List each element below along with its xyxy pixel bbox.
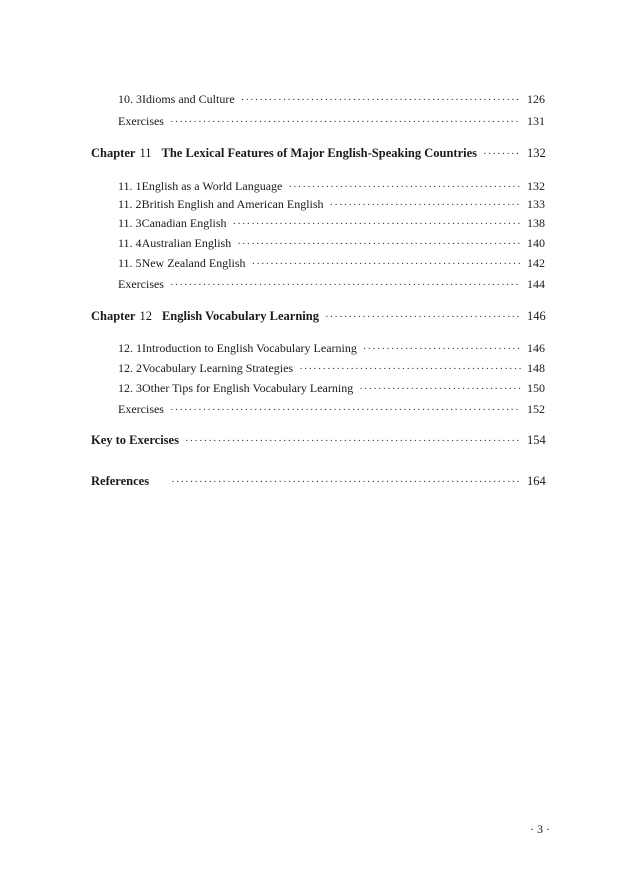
section-title: Australian English <box>141 236 232 250</box>
toc-entry-11-3[interactable] <box>118 216 545 231</box>
toc-entry-key-to-exercises[interactable] <box>91 433 545 448</box>
section-title: Exercises <box>118 277 164 291</box>
page-number: 126 <box>527 92 545 106</box>
dot-leader <box>170 279 521 291</box>
page-number: 144 <box>527 277 545 291</box>
section-number: 11. 1 <box>118 179 142 193</box>
toc-entry-10-3[interactable] <box>118 92 545 107</box>
page-number: 138 <box>527 216 545 230</box>
page-number: 148 <box>527 361 545 375</box>
section-title: References <box>91 474 150 488</box>
dot-leader <box>170 116 521 128</box>
page-number: 132 <box>527 179 545 193</box>
page-number: 164 <box>527 474 546 488</box>
dot-leader <box>171 476 521 488</box>
page-number: 140 <box>527 236 545 250</box>
chapter-number: 12 <box>139 309 152 323</box>
page-number: 146 <box>527 341 545 355</box>
page-number: 131 <box>527 114 545 128</box>
page-number: 132 <box>527 146 546 160</box>
chapter-label: Chapter <box>91 309 136 323</box>
chapter-label: Chapter <box>91 146 136 160</box>
section-title: English as a World Language <box>141 179 283 193</box>
toc-chapter-12[interactable] <box>91 309 545 324</box>
section-number: 11. 3 <box>118 216 142 230</box>
section-title: Vocabulary Learning Strategies <box>142 361 294 375</box>
section-title: New Zealand English <box>141 256 246 270</box>
section-number: 11. 5 <box>118 256 142 270</box>
dot-leader <box>252 258 521 270</box>
section-number: 10. 3 <box>118 92 142 106</box>
toc-entry-11-5[interactable] <box>118 256 545 271</box>
toc-entry-references[interactable] <box>91 474 545 489</box>
dot-leader <box>299 363 521 375</box>
section-title: Idioms and Culture <box>142 92 235 106</box>
toc-entry-12-1[interactable] <box>118 341 545 356</box>
toc-entry-11-2[interactable] <box>118 197 545 212</box>
page-folio: · 3 · <box>530 822 550 836</box>
section-number: 12. 3 <box>118 381 142 395</box>
toc-entry-exercises-10[interactable] <box>118 114 545 129</box>
section-number: 12. 1 <box>118 341 142 355</box>
dot-leader <box>237 238 521 250</box>
section-title: Other Tips for English Vocabulary Learning <box>142 381 354 395</box>
toc-entry-exercises-11[interactable] <box>118 277 545 292</box>
toc-entry-11-1[interactable] <box>118 179 545 194</box>
section-number: 11. 2 <box>118 197 142 211</box>
dot-leader <box>241 94 521 106</box>
dot-leader <box>170 404 521 416</box>
dot-leader <box>325 311 521 323</box>
section-title: Key to Exercises <box>91 433 179 447</box>
chapter-title: The Lexical Features of Major English-Speaking Countries <box>161 146 478 160</box>
section-title: Exercises <box>118 402 164 416</box>
dot-leader <box>359 383 521 395</box>
toc-entry-12-2[interactable] <box>118 361 545 376</box>
chapter-number: 11 <box>139 146 152 160</box>
toc-entry-11-4[interactable] <box>118 236 545 251</box>
toc-entry-exercises-12[interactable] <box>118 402 545 417</box>
toc-chapter-11[interactable] <box>91 146 545 161</box>
section-title: Canadian English <box>141 216 227 230</box>
chapter-title: English Vocabulary Learning <box>161 309 319 323</box>
page-number: 152 <box>527 402 545 416</box>
dot-leader <box>483 148 521 160</box>
dot-leader <box>233 218 521 230</box>
dot-leader <box>288 181 521 193</box>
section-number: 12. 2 <box>118 361 142 375</box>
page-number: 133 <box>527 197 545 211</box>
page-number: 142 <box>527 256 545 270</box>
page-number: 150 <box>527 381 545 395</box>
section-title: British English and American English <box>141 197 324 211</box>
dot-leader <box>330 199 521 211</box>
dot-leader <box>185 435 521 447</box>
section-number: 11. 4 <box>118 236 142 250</box>
dot-leader <box>363 343 521 355</box>
page-number: 154 <box>527 433 546 447</box>
toc-entry-12-3[interactable] <box>118 381 545 396</box>
page-number: 146 <box>527 309 546 323</box>
section-title: Introduction to English Vocabulary Learning <box>142 341 357 355</box>
section-title: Exercises <box>118 114 164 128</box>
